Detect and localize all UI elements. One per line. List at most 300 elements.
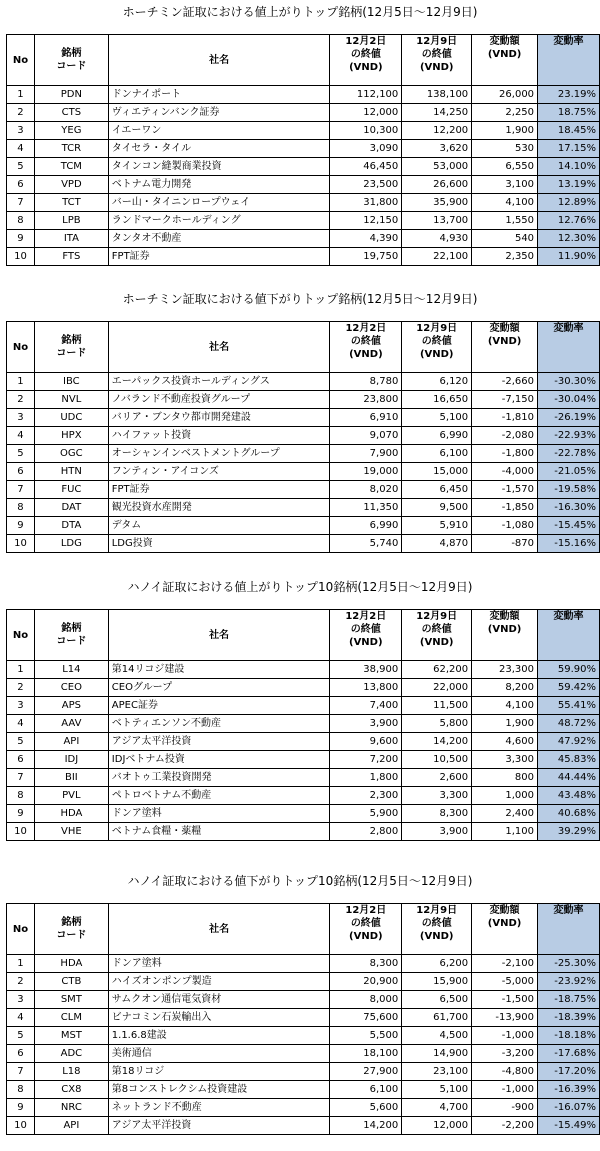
code-cell: VHE bbox=[34, 823, 108, 841]
company-name-cell: バオトゥ工業投資開発 bbox=[108, 769, 330, 787]
close-dec9-cell: 22,100 bbox=[402, 248, 472, 266]
change-cell: -4,000 bbox=[472, 463, 538, 481]
table-row bbox=[7, 481, 600, 499]
rank-cell: 8 bbox=[7, 787, 35, 805]
header-no: No bbox=[7, 322, 35, 373]
table-row bbox=[7, 104, 600, 122]
close-dec9-cell: 53,000 bbox=[402, 158, 472, 176]
rate-cell: 12.76% bbox=[538, 212, 600, 230]
rank-cell: 2 bbox=[7, 391, 35, 409]
table-row bbox=[7, 679, 600, 697]
table-row bbox=[7, 697, 600, 715]
rank-cell: 3 bbox=[7, 991, 35, 1009]
rate-cell: 23.19% bbox=[538, 86, 600, 104]
ranking-table bbox=[6, 321, 600, 553]
section-title: ハノイ証取における値上がりトップ10銘柄(12月5日～12月9日) bbox=[127, 580, 473, 594]
header-close-dec2 bbox=[330, 35, 402, 86]
close-dec9-cell: 15,900 bbox=[402, 973, 472, 991]
company-name-cell: ベトティエンソン不動産 bbox=[108, 715, 330, 733]
table-row bbox=[7, 140, 600, 158]
close-dec2-cell: 38,900 bbox=[330, 661, 402, 679]
company-name-cell: タインコン縫製商業投資 bbox=[108, 158, 330, 176]
header-close-dec9-line: (VND) bbox=[419, 349, 454, 360]
header-close-dec2-line: 12月2日 bbox=[345, 905, 387, 916]
close-dec2-cell: 3,900 bbox=[330, 715, 402, 733]
code-cell: L14 bbox=[34, 661, 108, 679]
company-name-cell: アジア太平洋投資 bbox=[108, 733, 330, 751]
header-row bbox=[7, 610, 600, 661]
header-code bbox=[34, 35, 108, 86]
section-title: ハノイ証取における値下がりトップ10銘柄(12月5日～12月9日) bbox=[127, 874, 473, 888]
change-cell: 800 bbox=[472, 769, 538, 787]
header-code-line: 銘柄 bbox=[61, 623, 82, 634]
header-close-dec2 bbox=[330, 322, 402, 373]
rank-cell: 7 bbox=[7, 769, 35, 787]
code-cell: ITA bbox=[34, 230, 108, 248]
header-change bbox=[472, 610, 538, 661]
header-change-line: 変動額 bbox=[489, 905, 520, 916]
code-cell: APS bbox=[34, 697, 108, 715]
change-cell: 4,600 bbox=[472, 733, 538, 751]
change-cell: 4,100 bbox=[472, 697, 538, 715]
header-code-line: コード bbox=[56, 348, 87, 359]
ranking-table bbox=[6, 34, 600, 266]
company-name-cell: フンティン・アイコンズ bbox=[108, 463, 330, 481]
header-close-dec2-line: の終値 bbox=[350, 49, 381, 60]
close-dec9-cell: 4,700 bbox=[402, 1099, 472, 1117]
company-name-cell: 観光投資水産開発 bbox=[108, 499, 330, 517]
table-row bbox=[7, 409, 600, 427]
close-dec9-cell: 6,100 bbox=[402, 445, 472, 463]
company-name-cell: FPT証券 bbox=[108, 481, 330, 499]
rank-cell: 2 bbox=[7, 104, 35, 122]
close-dec2-cell: 5,600 bbox=[330, 1099, 402, 1117]
rank-cell: 6 bbox=[7, 751, 35, 769]
header-close-dec2-line: (VND) bbox=[349, 931, 383, 942]
close-dec9-cell: 12,200 bbox=[402, 122, 472, 140]
header-change-line: (VND) bbox=[487, 336, 522, 347]
header-close-dec9 bbox=[402, 322, 472, 373]
close-dec2-cell: 12,000 bbox=[330, 104, 402, 122]
rank-cell: 9 bbox=[7, 517, 35, 535]
company-name-cell: ハイズオンポンプ製造 bbox=[108, 973, 330, 991]
company-name-cell: ネットランド不動産 bbox=[108, 1099, 330, 1117]
change-cell: 530 bbox=[472, 140, 538, 158]
header-close-dec2-line: の終値 bbox=[350, 624, 381, 635]
company-name-cell: タンタオ不動産 bbox=[108, 230, 330, 248]
code-cell: SMT bbox=[34, 991, 108, 1009]
close-dec9-cell: 4,500 bbox=[402, 1027, 472, 1045]
header-name: 社名 bbox=[108, 35, 330, 86]
change-cell: 4,100 bbox=[472, 194, 538, 212]
header-rate: 変動率 bbox=[538, 322, 600, 373]
header-change-line: (VND) bbox=[487, 624, 522, 635]
header-code-line: 銘柄 bbox=[61, 335, 82, 346]
rate-cell: 11.90% bbox=[538, 248, 600, 266]
close-dec9-cell: 6,500 bbox=[402, 991, 472, 1009]
rank-cell: 5 bbox=[7, 1027, 35, 1045]
company-name-cell: アジア太平洋投資 bbox=[108, 1117, 330, 1135]
close-dec2-cell: 112,100 bbox=[330, 86, 402, 104]
change-cell: -2,100 bbox=[472, 955, 538, 973]
change-cell: 23,300 bbox=[472, 661, 538, 679]
change-cell: -870 bbox=[472, 535, 538, 553]
header-code bbox=[34, 610, 108, 661]
table-row bbox=[7, 805, 600, 823]
close-dec9-cell: 26,600 bbox=[402, 176, 472, 194]
company-name-cell: 第18リコジ bbox=[108, 1063, 330, 1081]
close-dec2-cell: 8,780 bbox=[330, 373, 402, 391]
header-change bbox=[472, 904, 538, 955]
change-cell: 2,400 bbox=[472, 805, 538, 823]
company-name-cell: LDG投資 bbox=[108, 535, 330, 553]
close-dec2-cell: 14,200 bbox=[330, 1117, 402, 1135]
header-close-dec9-line: の終値 bbox=[421, 918, 452, 929]
table-row bbox=[7, 751, 600, 769]
code-cell: LPB bbox=[34, 212, 108, 230]
header-row bbox=[7, 322, 600, 373]
header-close-dec2-line: 12月2日 bbox=[345, 36, 387, 47]
close-dec9-cell: 6,450 bbox=[402, 481, 472, 499]
rate-cell: 39.29% bbox=[538, 823, 600, 841]
close-dec9-cell: 14,250 bbox=[402, 104, 472, 122]
header-no: No bbox=[7, 610, 35, 661]
close-dec2-cell: 4,390 bbox=[330, 230, 402, 248]
table-row bbox=[7, 1117, 600, 1135]
header-close-dec9-line: (VND) bbox=[419, 931, 454, 942]
header-name: 社名 bbox=[108, 610, 330, 661]
rate-cell: -16.07% bbox=[538, 1099, 600, 1117]
close-dec2-cell: 9,600 bbox=[330, 733, 402, 751]
rank-cell: 9 bbox=[7, 230, 35, 248]
company-name-cell: 美術通信 bbox=[108, 1045, 330, 1063]
close-dec2-cell: 2,800 bbox=[330, 823, 402, 841]
ranking-table bbox=[6, 609, 600, 841]
rank-cell: 1 bbox=[7, 373, 35, 391]
code-cell: CLM bbox=[34, 1009, 108, 1027]
change-cell: -1,500 bbox=[472, 991, 538, 1009]
header-close-dec2-line: 12月2日 bbox=[345, 323, 387, 334]
close-dec2-cell: 9,070 bbox=[330, 427, 402, 445]
rate-cell: -23.92% bbox=[538, 973, 600, 991]
close-dec2-cell: 18,100 bbox=[330, 1045, 402, 1063]
rate-cell: -21.05% bbox=[538, 463, 600, 481]
header-close-dec9-line: の終値 bbox=[421, 49, 452, 60]
rate-cell: 18.45% bbox=[538, 122, 600, 140]
header-change bbox=[472, 35, 538, 86]
table-row bbox=[7, 158, 600, 176]
table-row bbox=[7, 194, 600, 212]
rate-cell: 12.89% bbox=[538, 194, 600, 212]
close-dec9-cell: 11,500 bbox=[402, 697, 472, 715]
rate-cell: 13.19% bbox=[538, 176, 600, 194]
rate-cell: 59.42% bbox=[538, 679, 600, 697]
header-close-dec9-line: 12月9日 bbox=[416, 905, 458, 916]
header-close-dec9-line: の終値 bbox=[421, 624, 452, 635]
company-name-cell: 第14リコジ建設 bbox=[108, 661, 330, 679]
table-row bbox=[7, 733, 600, 751]
close-dec9-cell: 23,100 bbox=[402, 1063, 472, 1081]
close-dec2-cell: 31,800 bbox=[330, 194, 402, 212]
rank-cell: 9 bbox=[7, 805, 35, 823]
table-row bbox=[7, 535, 600, 553]
change-cell: -1,000 bbox=[472, 1027, 538, 1045]
table-row bbox=[7, 823, 600, 841]
close-dec2-cell: 19,000 bbox=[330, 463, 402, 481]
rank-cell: 3 bbox=[7, 409, 35, 427]
change-cell: 1,900 bbox=[472, 715, 538, 733]
header-row bbox=[7, 35, 600, 86]
header-close-dec9 bbox=[402, 904, 472, 955]
close-dec9-cell: 12,000 bbox=[402, 1117, 472, 1135]
code-cell: DTA bbox=[34, 517, 108, 535]
rank-cell: 8 bbox=[7, 1081, 35, 1099]
header-change-line: 変動額 bbox=[489, 323, 520, 334]
company-name-cell: ビナコミン石炭輸出入 bbox=[108, 1009, 330, 1027]
code-cell: OGC bbox=[34, 445, 108, 463]
table-row bbox=[7, 212, 600, 230]
close-dec2-cell: 5,500 bbox=[330, 1027, 402, 1045]
table-row bbox=[7, 991, 600, 1009]
header-code bbox=[34, 322, 108, 373]
rank-cell: 9 bbox=[7, 1099, 35, 1117]
rank-cell: 4 bbox=[7, 1009, 35, 1027]
header-rate: 変動率 bbox=[538, 610, 600, 661]
company-name-cell: 第8コンストレクシム投資建設 bbox=[108, 1081, 330, 1099]
close-dec2-cell: 20,900 bbox=[330, 973, 402, 991]
rate-cell: 45.83% bbox=[538, 751, 600, 769]
table-row bbox=[7, 248, 600, 266]
rate-cell: -17.20% bbox=[538, 1063, 600, 1081]
code-cell: CTB bbox=[34, 973, 108, 991]
close-dec2-cell: 19,750 bbox=[330, 248, 402, 266]
table-row bbox=[7, 769, 600, 787]
table-row bbox=[7, 122, 600, 140]
rate-cell: -15.49% bbox=[538, 1117, 600, 1135]
close-dec2-cell: 23,500 bbox=[330, 176, 402, 194]
rank-cell: 4 bbox=[7, 140, 35, 158]
rate-cell: -26.19% bbox=[538, 409, 600, 427]
company-name-cell: エーパックス投資ホールディングス bbox=[108, 373, 330, 391]
rate-cell: -16.30% bbox=[538, 499, 600, 517]
rank-cell: 3 bbox=[7, 697, 35, 715]
company-name-cell: オーシャンインベストメントグループ bbox=[108, 445, 330, 463]
close-dec2-cell: 6,910 bbox=[330, 409, 402, 427]
rank-cell: 1 bbox=[7, 955, 35, 973]
table-row bbox=[7, 1063, 600, 1081]
close-dec9-cell: 61,700 bbox=[402, 1009, 472, 1027]
company-name-cell: ドンナイポート bbox=[108, 86, 330, 104]
rank-cell: 7 bbox=[7, 481, 35, 499]
close-dec9-cell: 13,700 bbox=[402, 212, 472, 230]
change-cell: -1,850 bbox=[472, 499, 538, 517]
company-name-cell: イエーワン bbox=[108, 122, 330, 140]
table-row bbox=[7, 463, 600, 481]
change-cell: 1,900 bbox=[472, 122, 538, 140]
change-cell: -7,150 bbox=[472, 391, 538, 409]
rate-cell: -18.75% bbox=[538, 991, 600, 1009]
table-row bbox=[7, 86, 600, 104]
code-cell: IDJ bbox=[34, 751, 108, 769]
company-name-cell: 1.1.6.8建設 bbox=[108, 1027, 330, 1045]
close-dec2-cell: 6,990 bbox=[330, 517, 402, 535]
code-cell: HDA bbox=[34, 955, 108, 973]
close-dec2-cell: 11,350 bbox=[330, 499, 402, 517]
rank-cell: 5 bbox=[7, 158, 35, 176]
header-close-dec9-line: 12月9日 bbox=[416, 323, 458, 334]
header-code-line: 銘柄 bbox=[61, 48, 82, 59]
rank-cell: 10 bbox=[7, 823, 35, 841]
change-cell: 1,000 bbox=[472, 787, 538, 805]
header-no: No bbox=[7, 904, 35, 955]
table-row bbox=[7, 1027, 600, 1045]
close-dec9-cell: 8,300 bbox=[402, 805, 472, 823]
company-name-cell: IDJベトナム投資 bbox=[108, 751, 330, 769]
company-name-cell: APEC証券 bbox=[108, 697, 330, 715]
close-dec2-cell: 2,300 bbox=[330, 787, 402, 805]
company-name-cell: サムクオン通信電気資材 bbox=[108, 991, 330, 1009]
rate-cell: -22.78% bbox=[538, 445, 600, 463]
code-cell: AAV bbox=[34, 715, 108, 733]
change-cell: 1,100 bbox=[472, 823, 538, 841]
header-close-dec9-line: 12月9日 bbox=[416, 36, 458, 47]
rate-cell: -25.30% bbox=[538, 955, 600, 973]
rate-cell: 12.30% bbox=[538, 230, 600, 248]
close-dec2-cell: 13,800 bbox=[330, 679, 402, 697]
code-cell: NVL bbox=[34, 391, 108, 409]
close-dec2-cell: 3,090 bbox=[330, 140, 402, 158]
company-name-cell: ドンア塗料 bbox=[108, 805, 330, 823]
close-dec9-cell: 22,000 bbox=[402, 679, 472, 697]
company-name-cell: ドンア塗料 bbox=[108, 955, 330, 973]
table-row bbox=[7, 427, 600, 445]
change-cell: 6,550 bbox=[472, 158, 538, 176]
table-row bbox=[7, 787, 600, 805]
rate-cell: -18.18% bbox=[538, 1027, 600, 1045]
rate-cell: 18.75% bbox=[538, 104, 600, 122]
close-dec9-cell: 138,100 bbox=[402, 86, 472, 104]
rank-cell: 6 bbox=[7, 176, 35, 194]
close-dec9-cell: 16,650 bbox=[402, 391, 472, 409]
header-no: No bbox=[7, 35, 35, 86]
rate-cell: -30.30% bbox=[538, 373, 600, 391]
code-cell: FTS bbox=[34, 248, 108, 266]
table-row bbox=[7, 230, 600, 248]
table-row bbox=[7, 715, 600, 733]
close-dec9-cell: 4,870 bbox=[402, 535, 472, 553]
company-name-cell: FPT証券 bbox=[108, 248, 330, 266]
header-close-dec9-line: の終値 bbox=[421, 336, 452, 347]
change-cell: 8,200 bbox=[472, 679, 538, 697]
rank-cell: 10 bbox=[7, 248, 35, 266]
header-close-dec9 bbox=[402, 610, 472, 661]
header-code-line: コード bbox=[56, 61, 87, 72]
rank-cell: 7 bbox=[7, 194, 35, 212]
rate-cell: 55.41% bbox=[538, 697, 600, 715]
table-row bbox=[7, 176, 600, 194]
ranking-table bbox=[6, 903, 600, 1135]
rank-cell: 5 bbox=[7, 733, 35, 751]
table-row bbox=[7, 373, 600, 391]
change-cell: 2,250 bbox=[472, 104, 538, 122]
close-dec2-cell: 46,450 bbox=[330, 158, 402, 176]
header-code bbox=[34, 904, 108, 955]
change-cell: 3,100 bbox=[472, 176, 538, 194]
header-name: 社名 bbox=[108, 322, 330, 373]
close-dec2-cell: 5,900 bbox=[330, 805, 402, 823]
rank-cell: 3 bbox=[7, 122, 35, 140]
change-cell: -2,660 bbox=[472, 373, 538, 391]
code-cell: DAT bbox=[34, 499, 108, 517]
header-change-line: (VND) bbox=[487, 918, 522, 929]
code-cell: NRC bbox=[34, 1099, 108, 1117]
rank-cell: 7 bbox=[7, 1063, 35, 1081]
table-row bbox=[7, 1099, 600, 1117]
rate-cell: -17.68% bbox=[538, 1045, 600, 1063]
company-name-cell: ベトナム電力開発 bbox=[108, 176, 330, 194]
close-dec2-cell: 6,100 bbox=[330, 1081, 402, 1099]
code-cell: TCM bbox=[34, 158, 108, 176]
header-close-dec2-line: (VND) bbox=[349, 62, 383, 73]
change-cell: 540 bbox=[472, 230, 538, 248]
header-close-dec9 bbox=[402, 35, 472, 86]
header-close-dec9-line: (VND) bbox=[419, 62, 454, 73]
close-dec9-cell: 6,120 bbox=[402, 373, 472, 391]
change-cell: 3,300 bbox=[472, 751, 538, 769]
close-dec9-cell: 35,900 bbox=[402, 194, 472, 212]
code-cell: ADC bbox=[34, 1045, 108, 1063]
code-cell: UDC bbox=[34, 409, 108, 427]
company-name-cell: デタム bbox=[108, 517, 330, 535]
code-cell: HPX bbox=[34, 427, 108, 445]
code-cell: API bbox=[34, 733, 108, 751]
close-dec9-cell: 2,600 bbox=[402, 769, 472, 787]
code-cell: TCR bbox=[34, 140, 108, 158]
close-dec2-cell: 10,300 bbox=[330, 122, 402, 140]
table-row bbox=[7, 499, 600, 517]
header-close-dec2-line: の終値 bbox=[350, 918, 381, 929]
change-cell: -1,800 bbox=[472, 445, 538, 463]
header-close-dec9-line: 12月9日 bbox=[416, 611, 458, 622]
table-row bbox=[7, 445, 600, 463]
rank-cell: 6 bbox=[7, 1045, 35, 1063]
close-dec9-cell: 14,900 bbox=[402, 1045, 472, 1063]
code-cell: TCT bbox=[34, 194, 108, 212]
company-name-cell: タイセラ・タイル bbox=[108, 140, 330, 158]
change-cell: 1,550 bbox=[472, 212, 538, 230]
rate-cell: 47.92% bbox=[538, 733, 600, 751]
close-dec2-cell: 8,000 bbox=[330, 991, 402, 1009]
change-cell: -900 bbox=[472, 1099, 538, 1117]
change-cell: -1,000 bbox=[472, 1081, 538, 1099]
close-dec9-cell: 14,200 bbox=[402, 733, 472, 751]
header-close-dec2-line: の終値 bbox=[350, 336, 381, 347]
code-cell: YEG bbox=[34, 122, 108, 140]
company-name-cell: バー山・タイニンロープウェイ bbox=[108, 194, 330, 212]
rate-cell: 17.15% bbox=[538, 140, 600, 158]
close-dec9-cell: 9,500 bbox=[402, 499, 472, 517]
rank-cell: 8 bbox=[7, 499, 35, 517]
close-dec9-cell: 10,500 bbox=[402, 751, 472, 769]
change-cell: -5,000 bbox=[472, 973, 538, 991]
rank-cell: 4 bbox=[7, 715, 35, 733]
rank-cell: 1 bbox=[7, 661, 35, 679]
close-dec2-cell: 7,400 bbox=[330, 697, 402, 715]
header-close-dec2-line: 12月2日 bbox=[345, 611, 387, 622]
header-change bbox=[472, 322, 538, 373]
rank-cell: 10 bbox=[7, 535, 35, 553]
close-dec9-cell: 3,620 bbox=[402, 140, 472, 158]
